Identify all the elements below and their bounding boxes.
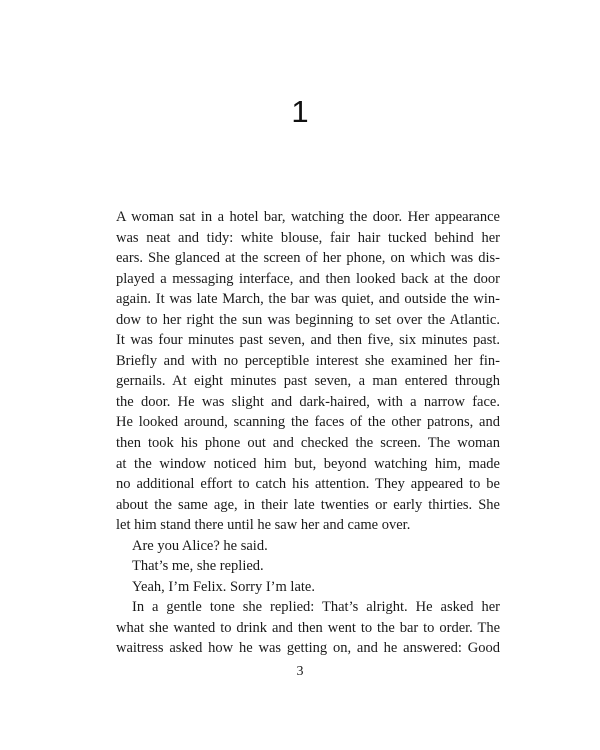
text-line: waitress asked how he was getting on, and he answered: Good: [116, 640, 500, 657]
text-line: no additional effort to catch his attention. They appeared to be: [116, 476, 500, 493]
text-line: In a gentle tone she replied: That’s alright. He asked her: [132, 599, 500, 616]
text-line: ears. She glanced at the screen of her phone, on which was dis-: [116, 250, 500, 267]
text-line: That’s me, she replied.: [132, 558, 264, 575]
text-line: then took his phone out and checked the screen. The woman: [116, 435, 500, 452]
text-line: Are you Alice? he said.: [132, 537, 268, 554]
page-number: 3: [296, 664, 304, 679]
text-line: Briefly and with no perceptible interest she examined her fin-: [116, 352, 500, 369]
text-line: what she wanted to drink and then went to the bar to order. The: [116, 619, 500, 636]
text-line: A woman sat in a hotel bar, watching the door. Her appearance: [116, 209, 500, 225]
text-line: He looked around, scanning the faces of the other patrons, and: [116, 414, 500, 431]
text-line: the door. He was slight and dark-haired, with a narrow face.: [116, 393, 500, 410]
text-line: about the same age, in their late twenties or early thirties. She: [116, 496, 500, 513]
text-line: let him stand there until he saw her and came over.: [116, 517, 411, 534]
text-line: Yeah, I’m Felix. Sorry I’m late.: [132, 578, 315, 595]
text-line: was neat and tidy: white blouse, fair hair tucked behind her: [116, 229, 500, 246]
text-line: at the window noticed him but, beyond watching him, made: [116, 455, 500, 472]
chapter-number: 1: [291, 94, 309, 129]
chapter-body-text: [116, 207, 500, 659]
text-line: played a messaging interface, and then looked back at the door: [116, 270, 500, 287]
text-line: again. It was late March, the bar was quiet, and outside the win-: [116, 291, 500, 308]
text-line: It was four minutes past seven, and then five, six minutes past.: [116, 332, 500, 349]
text-line: dow to her right the sun was beginning to set over the Atlantic.: [116, 311, 500, 328]
text-line: gernails. At eight minutes past seven, a man entered through: [116, 373, 500, 390]
